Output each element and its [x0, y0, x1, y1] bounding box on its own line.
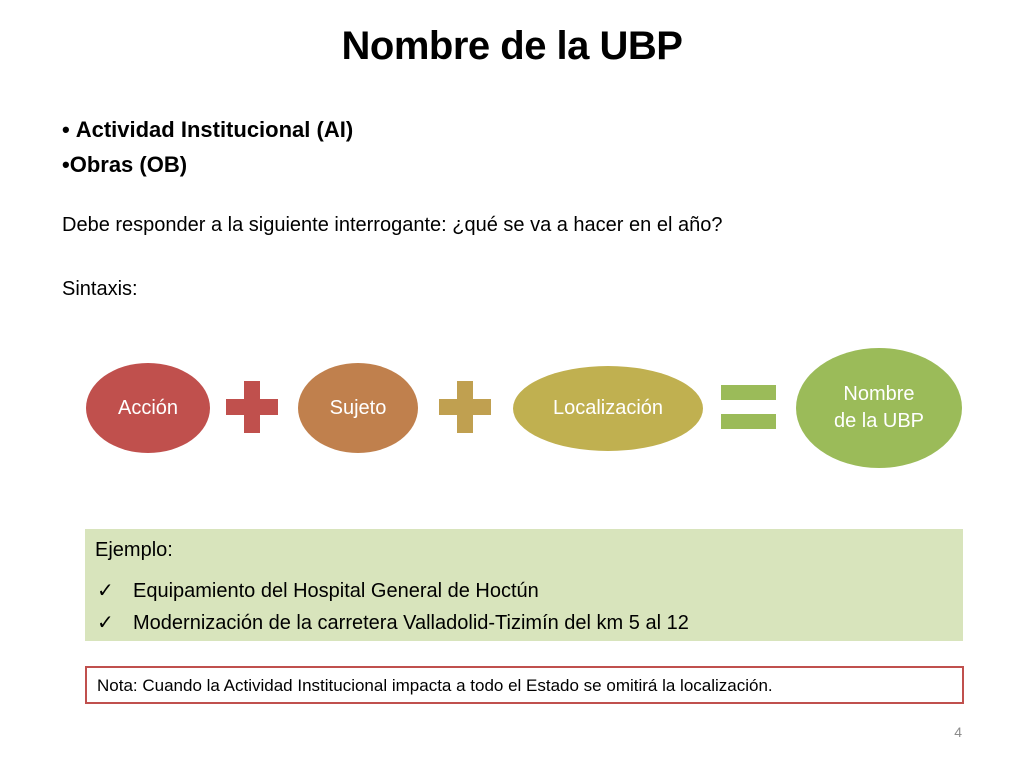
- syntax-label: Sintaxis:: [62, 278, 138, 300]
- node-sujeto: [298, 363, 418, 453]
- equals-icon: [721, 385, 776, 429]
- node-label: Sujeto: [329, 396, 387, 419]
- bullet-marker: •: [62, 117, 70, 142]
- list-item: [62, 147, 353, 182]
- list-item: [97, 575, 689, 607]
- list-item: [62, 112, 353, 147]
- node-accion: [86, 363, 210, 453]
- bullet-list: [62, 112, 353, 182]
- node-localizacion: [513, 366, 703, 451]
- check-icon: ✓: [97, 612, 114, 634]
- check-icon: ✓: [97, 580, 114, 602]
- page-number: 4: [954, 724, 962, 740]
- bullet-marker: •: [62, 152, 70, 177]
- slide-title: Nombre de la UBP: [341, 24, 683, 68]
- example-item-text: Modernización de la carretera Valladolid-Tizimín del km 5 al 12: [133, 612, 689, 634]
- example-title: Ejemplo:: [95, 539, 173, 561]
- list-item: [97, 607, 689, 639]
- plus-icon: [226, 381, 278, 433]
- example-item-text: Equipamiento del Hospital General de Hoctún: [133, 580, 539, 602]
- example-box: [85, 529, 963, 641]
- node-nombre-ubp: [796, 348, 962, 468]
- note-text: Nota: Cuando la Actividad Institucional impacta a todo el Estado se omitirá la localización.: [97, 676, 773, 695]
- bullet-text: Actividad Institucional (AI): [75, 117, 354, 142]
- note-box: [85, 666, 964, 704]
- example-list: [97, 575, 689, 639]
- node-label: Localización: [552, 397, 664, 419]
- plus-icon: [439, 381, 491, 433]
- node-label-line2: de la UBP: [833, 410, 925, 432]
- node-label: Acción: [117, 396, 179, 419]
- bullet-text: Obras (OB): [69, 152, 188, 177]
- question-text: Debe responder a la siguiente interrogante: ¿qué se va a hacer en el año?: [62, 214, 723, 236]
- node-label-line1: Nombre: [843, 383, 915, 405]
